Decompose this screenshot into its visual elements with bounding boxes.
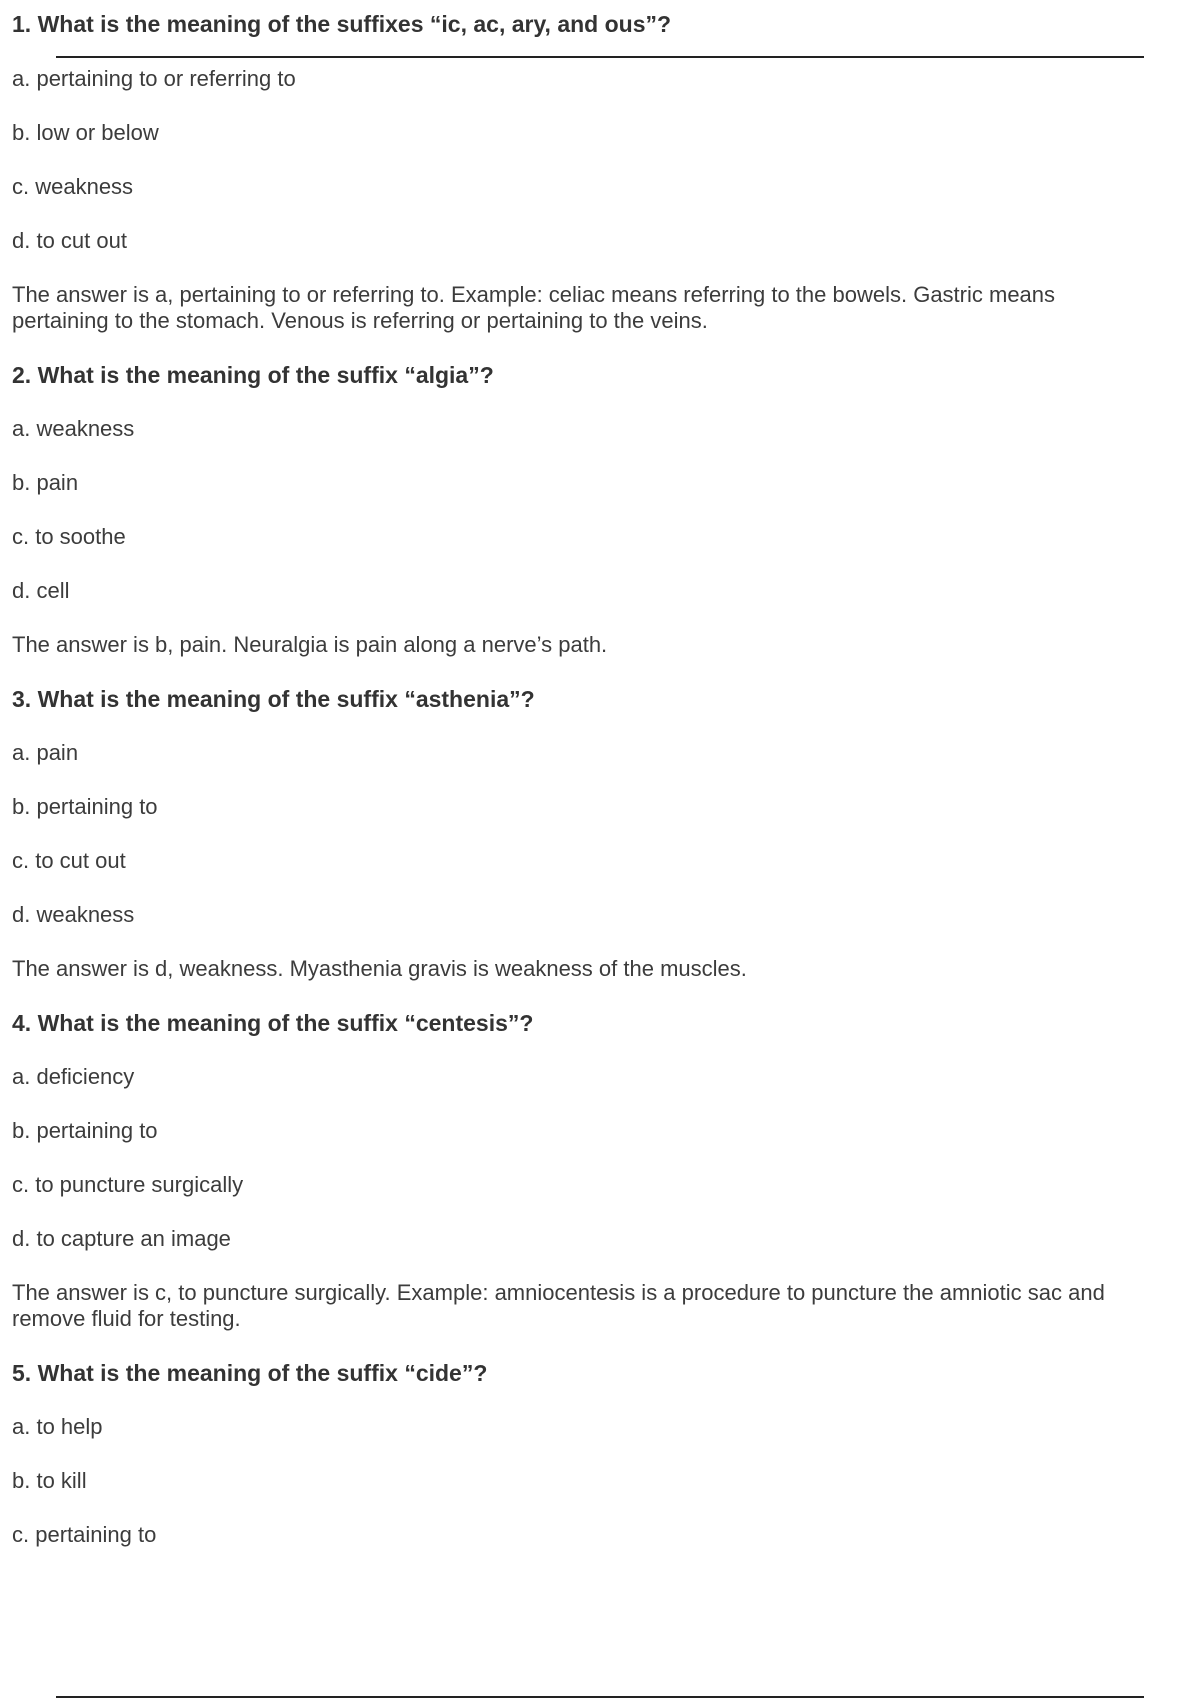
question-1-answer: The answer is a, pertaining to or referring to. Example: celiac means referring to the bowels. Gastric means pertaining to the stomach. Venous is referring or pertaining to the veins. [12,282,1056,333]
question-5-option-b: b. to kill [12,1468,87,1493]
question-5-option-a: a. to help [12,1414,103,1439]
question-2-title: 2. What is the meaning of the suffix “algia”? [12,362,494,388]
question-1-option-a: a. pertaining to or referring to [12,66,296,91]
question-2-option-d: d. cell [12,578,70,603]
question-4-option-a: a. deficiency [12,1064,135,1089]
question-2-option-a: a. weakness [12,416,135,441]
question-1-option-c: c. weakness [12,174,134,199]
top-divider [56,56,1144,58]
question-3-option-a: a. pain [12,740,79,765]
question-3-title: 3. What is the meaning of the suffix “asthenia”? [12,686,535,712]
question-4-option-c: c. to puncture surgically [12,1172,244,1197]
question-2-option-c: c. to soothe [12,524,126,549]
question-3-answer: The answer is d, weakness. Myasthenia gravis is weakness of the muscles. [12,956,747,981]
question-4-option-b: b. pertaining to [12,1118,158,1143]
question-1-option-d: d. to cut out [12,228,127,253]
question-5-option-c: c. pertaining to [12,1522,157,1547]
question-5-title: 5. What is the meaning of the suffix “cide”? [12,1360,488,1386]
question-3-option-b: b. pertaining to [12,794,158,819]
question-3-option-c: c. to cut out [12,848,126,873]
question-2-answer: The answer is b, pain. Neuralgia is pain along a nerve’s path. [12,632,608,657]
bottom-divider [56,1696,1144,1698]
question-4-title: 4. What is the meaning of the suffix “centesis”? [12,1010,534,1036]
question-4-option-d: d. to capture an image [12,1226,231,1251]
question-1-title: 1. What is the meaning of the suffixes “ic, ac, ary, and ous”? [12,11,672,37]
question-3-option-d: d. weakness [12,902,135,927]
quiz-content [12,66,1200,1576]
question-4-answer: The answer is c, to puncture surgically. Example: amniocentesis is a procedure to puncture the amniotic sac and remove fluid for testing. [12,1280,1105,1331]
question-1-option-b: b. low or below [12,120,159,145]
question-2-option-b: b. pain [12,470,79,495]
